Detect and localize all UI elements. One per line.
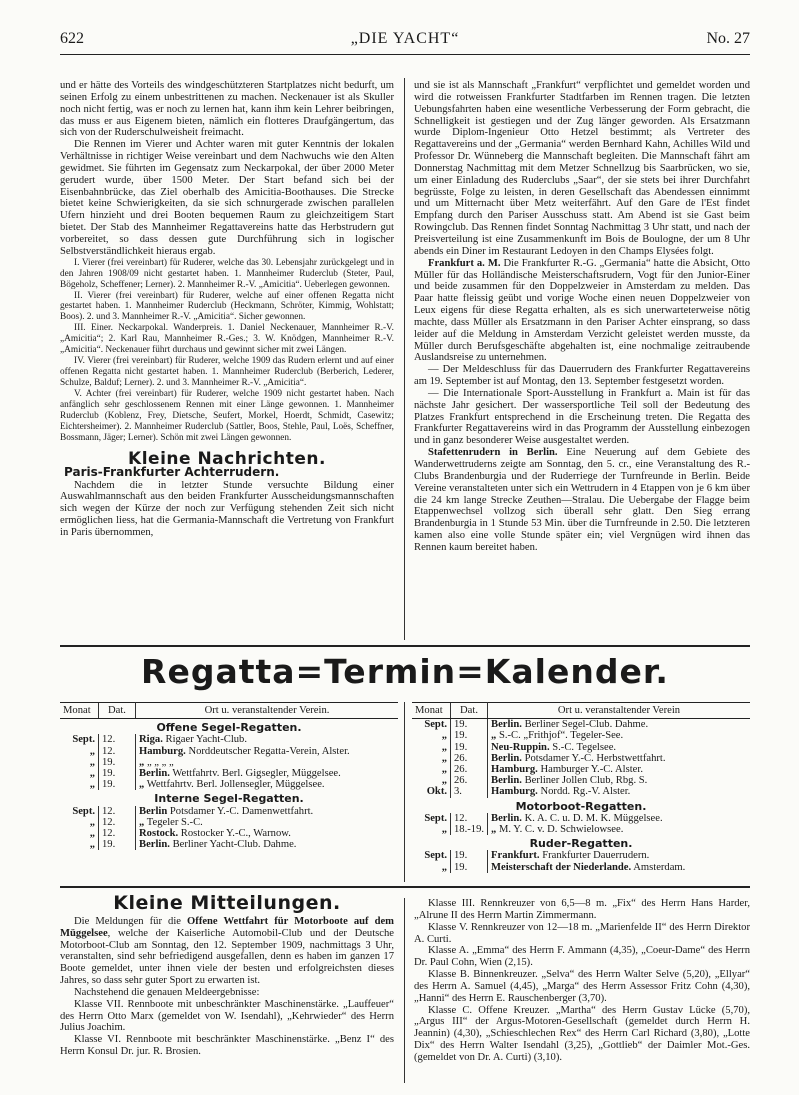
cell-dat: 12. [99,828,136,839]
ort-place: Berlin. [491,775,522,787]
results-list [60,258,394,444]
ort-verein: Amsterdam. [633,861,686,873]
mitteilungen-right [414,898,750,1064]
kalender-row [412,764,750,775]
cell-ort [136,779,399,790]
kalender-row [412,730,750,741]
result-entry: IV. Vierer (frei vereinbart) für Ruderer, welche 1909 das Rudern erlernt und auf einer offenen Regatta nicht gestartet haben. 1. Mannheimer Ruderclub (Berberich, Lederer, Schulze, Balduf; Lerner). 2. und 3. Mannheimer R.-V. „Amicitia“. [60,356,394,389]
ort-verein: Berliner Segel-Club. Dahme. [524,719,649,731]
klasse-entry: Klasse B. Binnenkreuzer. „Selva“ des Herrn Walter Selve (5,20), „Ellyar“ des Herrn A. Samuel (4,45), „Marga“ des Herrn Assessor Fritz Cohn (4,30), „Hanni“ des Herrn E. Rauschenberger (3,70). [414,969,750,1004]
kalender-row [60,734,398,745]
cell-monat: „ [89,828,95,840]
ort-place: Neu-Ruppin. [491,741,550,753]
cell-monat: Sept. [424,812,447,824]
cell-dat: 12. [99,817,136,828]
cell-monat: Sept. [72,805,95,817]
cell-ort [488,730,750,741]
page-header [60,30,750,54]
cell-monat: „ [441,730,447,742]
page-number: 622 [60,30,84,47]
cell-dat: 19. [451,742,488,753]
cell-ort [488,764,750,775]
article-paragraph [414,447,750,554]
ort-place: „ [139,816,145,828]
text-run: , welche der Kaiserliche Automobil-Club und der Deutsche Motorboot-Club am Sonntag, den 12. September 1909, nachmittags 3 Uhr, veranstalten, sind sehr befriedigend ausgefallen, denn es haben im ganzen 17 Boote gemeldet, unter ihnen viele der besten und erfolgreichsten dieses Jahres, so dass sehr guter Sport zu erwarten ist. [60,927,394,987]
cell-ort [488,719,750,731]
cell-monat: „ [441,861,447,873]
cell-dat: 18.-19. [451,824,488,835]
klasse-entry: Klasse C. Offene Kreuzer. „Martha“ des Herrn Gustav Lücke (5,70), „Argus III“ der Argus-Motoren-Gesellschaft (gemeldet durch Herrn H. Jeannin) (4,30), „Schieschlechen Rex“ des Herrn Carl Richard (3,80), „Lotte Dix“ des Herrn Walter Isendahl (3,25), „Gottlieb“ der Daimler Mot.-Ges. (gemeldet von Dr. A. Curti) (3,10). [414,1004,750,1063]
ort-verein: S.-C. Tegelsee. [552,741,617,753]
ort-verein: Nordd. Rg.-V. Alster. [540,786,631,798]
cell-ort [488,786,750,797]
cell-ort [136,839,399,850]
kalender-right [412,702,750,873]
kalender-row [412,862,750,873]
ort-place: Hamburg. [491,786,538,798]
header-rule [60,54,750,55]
cell-ort [136,768,399,779]
kalender-section-title [412,798,750,813]
klasse-entry: Klasse VII. Rennboote mit unbeschränkter Maschinenstärke. „Lauffeuer“ des Herrn Otto Marx (gemeldet von W. Isendahl), „Kehrwieder“ des Herrn Julius Joachim. [60,998,394,1034]
col-header-monat: Monat [412,703,451,719]
article-paragraph: — Die Internationale Sport-Ausstellung in Frankfurt a. Main ist für das nächste Jahr gesichert. Der wassersportliche Teil soll der Bedeutung des Platzes Frankfurt entsprechend in die Erscheinung treten. Die Regatta des Frankfurter Regattavereins wird in das Programm der Ausstellung einbezogen und in ganz besonderer Weise ausgestaltet werden. [414,387,750,447]
cell-dat: 19. [451,862,488,873]
cell-dat: 19. [99,757,136,768]
kalender-table-right [412,702,750,873]
cell-ort [488,753,750,764]
ort-verein: Rigaer Yacht-Club. [165,734,248,746]
ort-place: „ [139,779,145,791]
cell-monat: Sept. [424,850,447,862]
subheading-paris-frankfurt: Paris-Frankfurter Achterrudern. [64,464,280,479]
cell-monat: „ [89,779,95,791]
cell-ort [488,862,750,873]
mitteilungen-left [60,892,395,1058]
column-divider [404,898,405,1083]
article-paragraph [60,916,394,987]
kalender-section-title [60,719,398,735]
kalender-row [412,824,750,835]
kalender-row [412,850,750,861]
cell-monat: „ [89,768,95,780]
cell-monat: „ [441,824,447,836]
klasse-entry: Klasse III. Rennkreuzer von 6,5—8 m. „Fix“ des Herrn Hans Harder, „Alrune II des Herrn Martin Zimmermann. [414,898,750,921]
col-header-ort: Ort u. veranstaltender Verein [488,703,750,719]
kalender-row [60,779,398,790]
ort-place: Hamburg. [491,764,538,776]
section-title-cell: Interne Segel-Regatten. [154,792,304,806]
frankfurt-text: Die Frankfurter R.-G. „Germania“ hatte die Absicht, Otto Müller für das Holländische Meisterschaftsrudern, Vogt für den Junior-Einer und beide zusammen für den Doppelzweier in Amsterdam zu melden. Das Paar hatte fleissig geübt und vorige Woche einen neuen Doppelzweier von Leux eigens für diese Regatta erhalten, als es sich unerwarteterweise nötig machte, dass Müller als Ersatzmann in den Pariser Achter einsprang, so dass leider auf die Meldung in Amsterdam Verzicht geleistet werden musste, da Müller durch Berufsgeschäfte abgehalten ist, eine nochmalige zeitraubende Auslandsreise zu unternehmen. [414,257,750,364]
cell-ort [488,850,750,861]
kalender-row [412,813,750,824]
kalender-row [60,757,398,768]
kalender-row [412,786,750,797]
result-entry: V. Achter (frei vereinbart) für Ruderer, welche 1909 nicht gestartet haben. Nach anfänglich sehr geschlossenem Rennen mit einer Länge gewonnen. 1. Mannheimer Ruderclub (Koblenz, Frey, Dietsche, Seufert, Morkel, Hoerdt, Schmidt, Casewitz; Eichtersheimer). 2. Mannheimer Ruderclub (Sattler, Boos, Stehle, Paul, Loës, Scheffner, Bossmann, Jäger; Lerner). Schön mit zwei Längen gewonnen. [60,389,394,443]
cell-ort [488,824,750,835]
cell-monat: „ [89,816,95,828]
article-paragraph: und sie ist als Mannschaft „Frankfurt“ verpflichtet und gemeldet worden und wird die rotweissen Frankfurter Stadtfarben im Rennen tragen. Die letzten Uebungsfahrten haben eine wesentliche Verbesserung der Form gebracht, die Schnelligkeit ist gestiegen und der Zug länger geworden. Als Ersatzmann wurde Diplom-Ingenieur Otto Hetzel bestimmt; als Vertreter des Regattavereins und der „Germania“ werden Bernhard Kahn, Achilles Wild und Professor Dr. Wünneberg die Mannschaft begleiten. Die Mannschaft fährt am Donnerstag Nachmittag mit dem Metzer Schnellzug bis Saarbrücken, wo sie, um einer Einladung des Ruderclubs „Saar“, der sie stets bei ihrer Durchfahrt begrüsste, Folge zu leisten, in deren Gesellschaft das Abendessen einnimmt und um Mitternacht über Metz weiterfährt. Auf den Gare de l'Est findet Empfang durch den Pariser Ausschuss statt. Am Abend ist sie Gast beim Rowingclub. Das Rennen findet Sonntag Nachmittag 3 Uhr statt, und nach der Preisverteilung ist eine Zusammenkunft im Bois de Boulogne, der um 8 Uhr abends ein Diner im Restaurant Ledoyen in den Champs Elysées folgt. [414,80,750,257]
left-column [60,80,394,539]
kalender-row [60,768,398,779]
cell-dat: 26. [451,775,488,786]
ort-verein: Berliner Yacht-Club. Dahme. [172,839,297,851]
ort-verein: Rostocker Y.-C., Warnow. [180,828,291,840]
section-heading-kleine-nachrichten: Kleine Nachrichten. [128,448,326,469]
ort-place: „ [491,730,497,742]
kalender-row [60,806,398,817]
cell-dat: 19. [451,730,488,741]
ort-place: Berlin. [491,752,522,764]
ort-verein: S.-C. „Frithjof“. Tegeler-See. [498,730,624,742]
ort-place: Berlin. [139,768,170,780]
ort-place: „ [491,824,497,836]
ort-verein: Wettfahrtv. Berl. Jollensegler, Müggelsee. [146,779,325,791]
column-divider [404,78,405,640]
cell-ort [136,806,399,817]
article-paragraph [414,258,750,365]
cell-dat: 19. [99,768,136,779]
ort-verein: Berliner Jollen Club, Rbg. S. [524,775,648,787]
cell-dat: 26. [451,753,488,764]
cell-dat: 12. [99,806,136,817]
ort-place: Rostock. [139,828,179,840]
ort-place: Berlin. [491,812,522,824]
cell-monat: „ [441,775,447,787]
ort-verein: Frankfurter Dauerrudern. [542,850,650,862]
cell-ort [136,817,399,828]
ort-verein: Tegeler S.-C. [146,816,203,828]
ort-verein: Potsdamer Y.-C. Herbstwettfahrt. [524,752,666,764]
ort-place: Berlin. [491,719,522,731]
kalender-section-title [60,790,398,805]
result-entry: III. Einer. Neckarpokal. Wanderpreis. 1. Daniel Neckenauer, Mannheimer R.-V. „Amicitia“; 2. Karl Rau, Mannheimer R.-Ges.; 3. W. Knödgen, Mannheimer R.-V. „Amicitia“. Neckenauer führt durchaus und gewinnt sicher mit zwei Längen. [60,323,394,356]
stafetten-text: Eine Neuerung auf dem Gebiete des Wanderwettruderns zeigte am Sonntag, den 5. cr., eine Veranstaltung des R.-Clubs Brandenburgia und der Ruderriege der Turnfreunde in Berlin. Beide Vereine veranstalteten unter sich ein Wettrudern in 4 Etappen von je 6 km über die 24 km lange Strecke Zeuthen—Stralau. Die Uebergabe der Flagge beim Etappenwechsel vollzog sich überall sehr glatt. Den Sieg errang Brandenburgia in 1 Stunde 53 Min. über die Turnfreunde in 2.50. Die letzteren kamen also eine volle Stunde später ein; viel Vergnügen wird ihnen das Rennen kaum bereitet haben. [414,447,750,553]
cell-monat: „ [441,764,447,776]
col-header-dat: Dat. [99,703,136,719]
result-entry: I. Vierer (frei vereinbart) für Ruderer, welche das 30. Lebensjahr zurückgelegt und in den Jahren 1908/09 nicht gestartet haben. 1. Mannheimer Ruderclub (Steter, Paul, Bögeholz, Scheffener; Lerner). 2. Mannheimer R.-V. „Amicitia“. Ueberlegen gewonnen. [60,257,394,290]
text-run: Die Meldungen für die [74,915,188,927]
article-paragraph: Die Rennen im Vierer und Achter waren mit guter Kenntnis der lokalen Verhältnisse in richtiger Weise vereinbart und dem Nachwuchs wie den Alten gewidmet. Sie führten im Gegensatz zum Neckarpokal, der über 2000 Meter gerudert wurde, über 1500 Meter. Der Start befand sich bei der Eisenbahnbrücke, das Ziel oberhalb des Amicitia-Boothauses. Die Strecke bietet keine Schwierigkeiten, da sie sich schnurgerade zwischen parallelen Ufern hinzieht und drei Booten bequemen Raum zu gleichzeitigem Start bietet. Der Stab des Mannheimer Regattavereins hatte das Herbstrudern gut vorbereitet, so dass dessen gute Durchführung sich in logischer Selbstverständlichkeit hieraus ergab. [60,139,394,257]
ort-place: Hamburg. [139,745,186,757]
ort-place: Berlin [139,805,168,817]
section-title-cell: Ruder-Regatten. [529,837,633,851]
ort-verein: „ „ „ „ [146,756,174,768]
cell-ort [488,775,750,786]
klasse-entry: Klasse VI. Rennboote mit beschränkter Maschinenstärke. „Benz I“ des Herrn Konsul Dr. jur. R. Brosien. [60,1034,394,1058]
ort-place: Frankfurt. [491,850,540,862]
cell-ort [488,813,750,824]
kalender-row [412,753,750,764]
journal-title: „DIE YACHT“ [350,30,460,47]
kalender-section-title [412,835,750,850]
article-paragraph: Nachdem die in letzter Stunde versuchte Bildung einer Auswahlmannschaft aus den beiden Frankfurter Ausscheidungsmannschaften sich wegen der Kürze der noch zur Verfügung stehenden Zeit sich nicht ermöglichen liess, hat die Germania-Mannschaft die Vertretung von Frankfurt in Paris übernommen, [60,479,394,538]
cell-dat: 26. [451,764,488,775]
ort-place: Riga. [139,734,163,746]
ort-verein: Potsdamer Y.-C. Damenwettfahrt. [169,805,314,817]
cell-dat: 19. [99,779,136,790]
cell-dat: 12. [99,746,136,757]
col-header-monat: Monat [60,703,99,719]
kalender-row [60,746,398,757]
section-title-cell: Offene Segel-Regatten. [156,721,302,735]
cell-dat: 19. [451,719,488,731]
col-header-ort: Ort u. veranstaltender Verein. [136,703,399,719]
kalender-table-left [60,702,398,850]
kalender-row [60,828,398,839]
ort-verein: Hamburger Y.-C. Alster. [540,764,643,776]
cell-ort [136,828,399,839]
cell-dat: 3. [451,786,488,797]
highlight-run: Offene Wettfahrt für Motorboote auf dem Müggelsee [60,915,395,939]
cell-dat: 12. [99,734,136,745]
kalender-title: Regatta=Termin=Kalender. [141,652,669,691]
ort-verein: K. A. C. u. D. M. K. Müggelsee. [524,812,663,824]
right-column [414,80,750,554]
kalender-row [412,775,750,786]
cell-monat: Okt. [426,786,447,798]
klasse-entry: Klasse V. Rennkreuzer von 12—18 m. „Marienfelde II“ des Herrn Direktor A. Curti. [414,921,750,945]
section-rule [60,886,750,888]
ort-verein: M. Y. C. v. D. Schwielowsee. [498,824,624,836]
ort-verein: Wettfahrtv. Berl. Gigsegler, Müggelsee. [172,768,341,780]
cell-monat: „ [89,745,95,757]
cell-dat: 19. [99,839,136,850]
kalender-divider [404,702,405,882]
cell-ort [136,734,399,745]
article-paragraph: Nachstehend die genauen Meldeergebnisse: [74,986,260,998]
ort-verein: Norddeutscher Regatta-Verein, Alster. [188,745,350,757]
result-entry: II. Vierer (frei vereinbart) für Ruderer, welche auf einer offenen Regatta nicht gestartet haben. 1. Mannheimer Ruderclub (Heckmann, Schröter, Kimmig, Wohlstatt; Boos). 2. und 3. Mannheimer R.-V. „Amicitia“. Sicher gewonnen. [60,290,394,323]
cell-ort [136,757,399,768]
cell-monat: „ [441,741,447,753]
cell-ort [488,742,750,753]
kalender-row [60,817,398,828]
cell-monat: „ [89,839,95,851]
ort-place: „ [139,756,145,768]
kalender-row [412,719,750,731]
section-heading-kleine-mitteilungen: Kleine Mitteilungen. [113,892,341,914]
kalender-row [60,839,398,850]
cell-monat: „ [89,756,95,768]
ort-place: Meisterschaft der Niederlande. [491,861,632,873]
article-paragraph: — Der Meldeschluss für das Dauerrudern des Frankfurter Regattavereins am 19. September ist auf Montag, den 13. September festgesetzt worden. [414,364,750,388]
issue-number: No. 27 [706,30,750,47]
kalender-left [60,702,398,850]
section-rule [60,645,750,647]
article-paragraph: und er hätte des Vorteils des windgeschützteren Startplatzes nicht bedurft, um seinen Erfolg zu einem unbestrittenen zu machen. Neckenauer ist als Skuller noch nicht fertig, was er noch zu lernen hat, kann ihm kein Lehrer beibringen, das muss er aus Eigenem bieten, nämlich ein flotteres Draufgängertum, das sich von der Ruderschulweisheit freimacht. [60,80,394,139]
cell-monat: Sept. [424,719,447,731]
section-title-cell: Motorboot-Regatten. [515,799,647,813]
lead-stafettenrudern: Stafettenrudern in Berlin. [428,447,558,459]
klasse-entry: Klasse A. „Emma“ des Herrn F. Ammann (4,35), „Coeur-Dame“ des Herrn Dr. Paul Cohn, Wien (2,15). [414,945,750,969]
cell-monat: „ [441,752,447,764]
lead-frankfurt: Frankfurt a. M. [428,257,501,269]
cell-ort [136,746,399,757]
cell-dat: 19. [451,850,488,861]
cell-dat: 12. [451,813,488,824]
ort-place: Berlin. [139,839,170,851]
col-header-dat: Dat. [451,703,488,719]
kalender-row [412,742,750,753]
cell-monat: Sept. [72,734,95,746]
